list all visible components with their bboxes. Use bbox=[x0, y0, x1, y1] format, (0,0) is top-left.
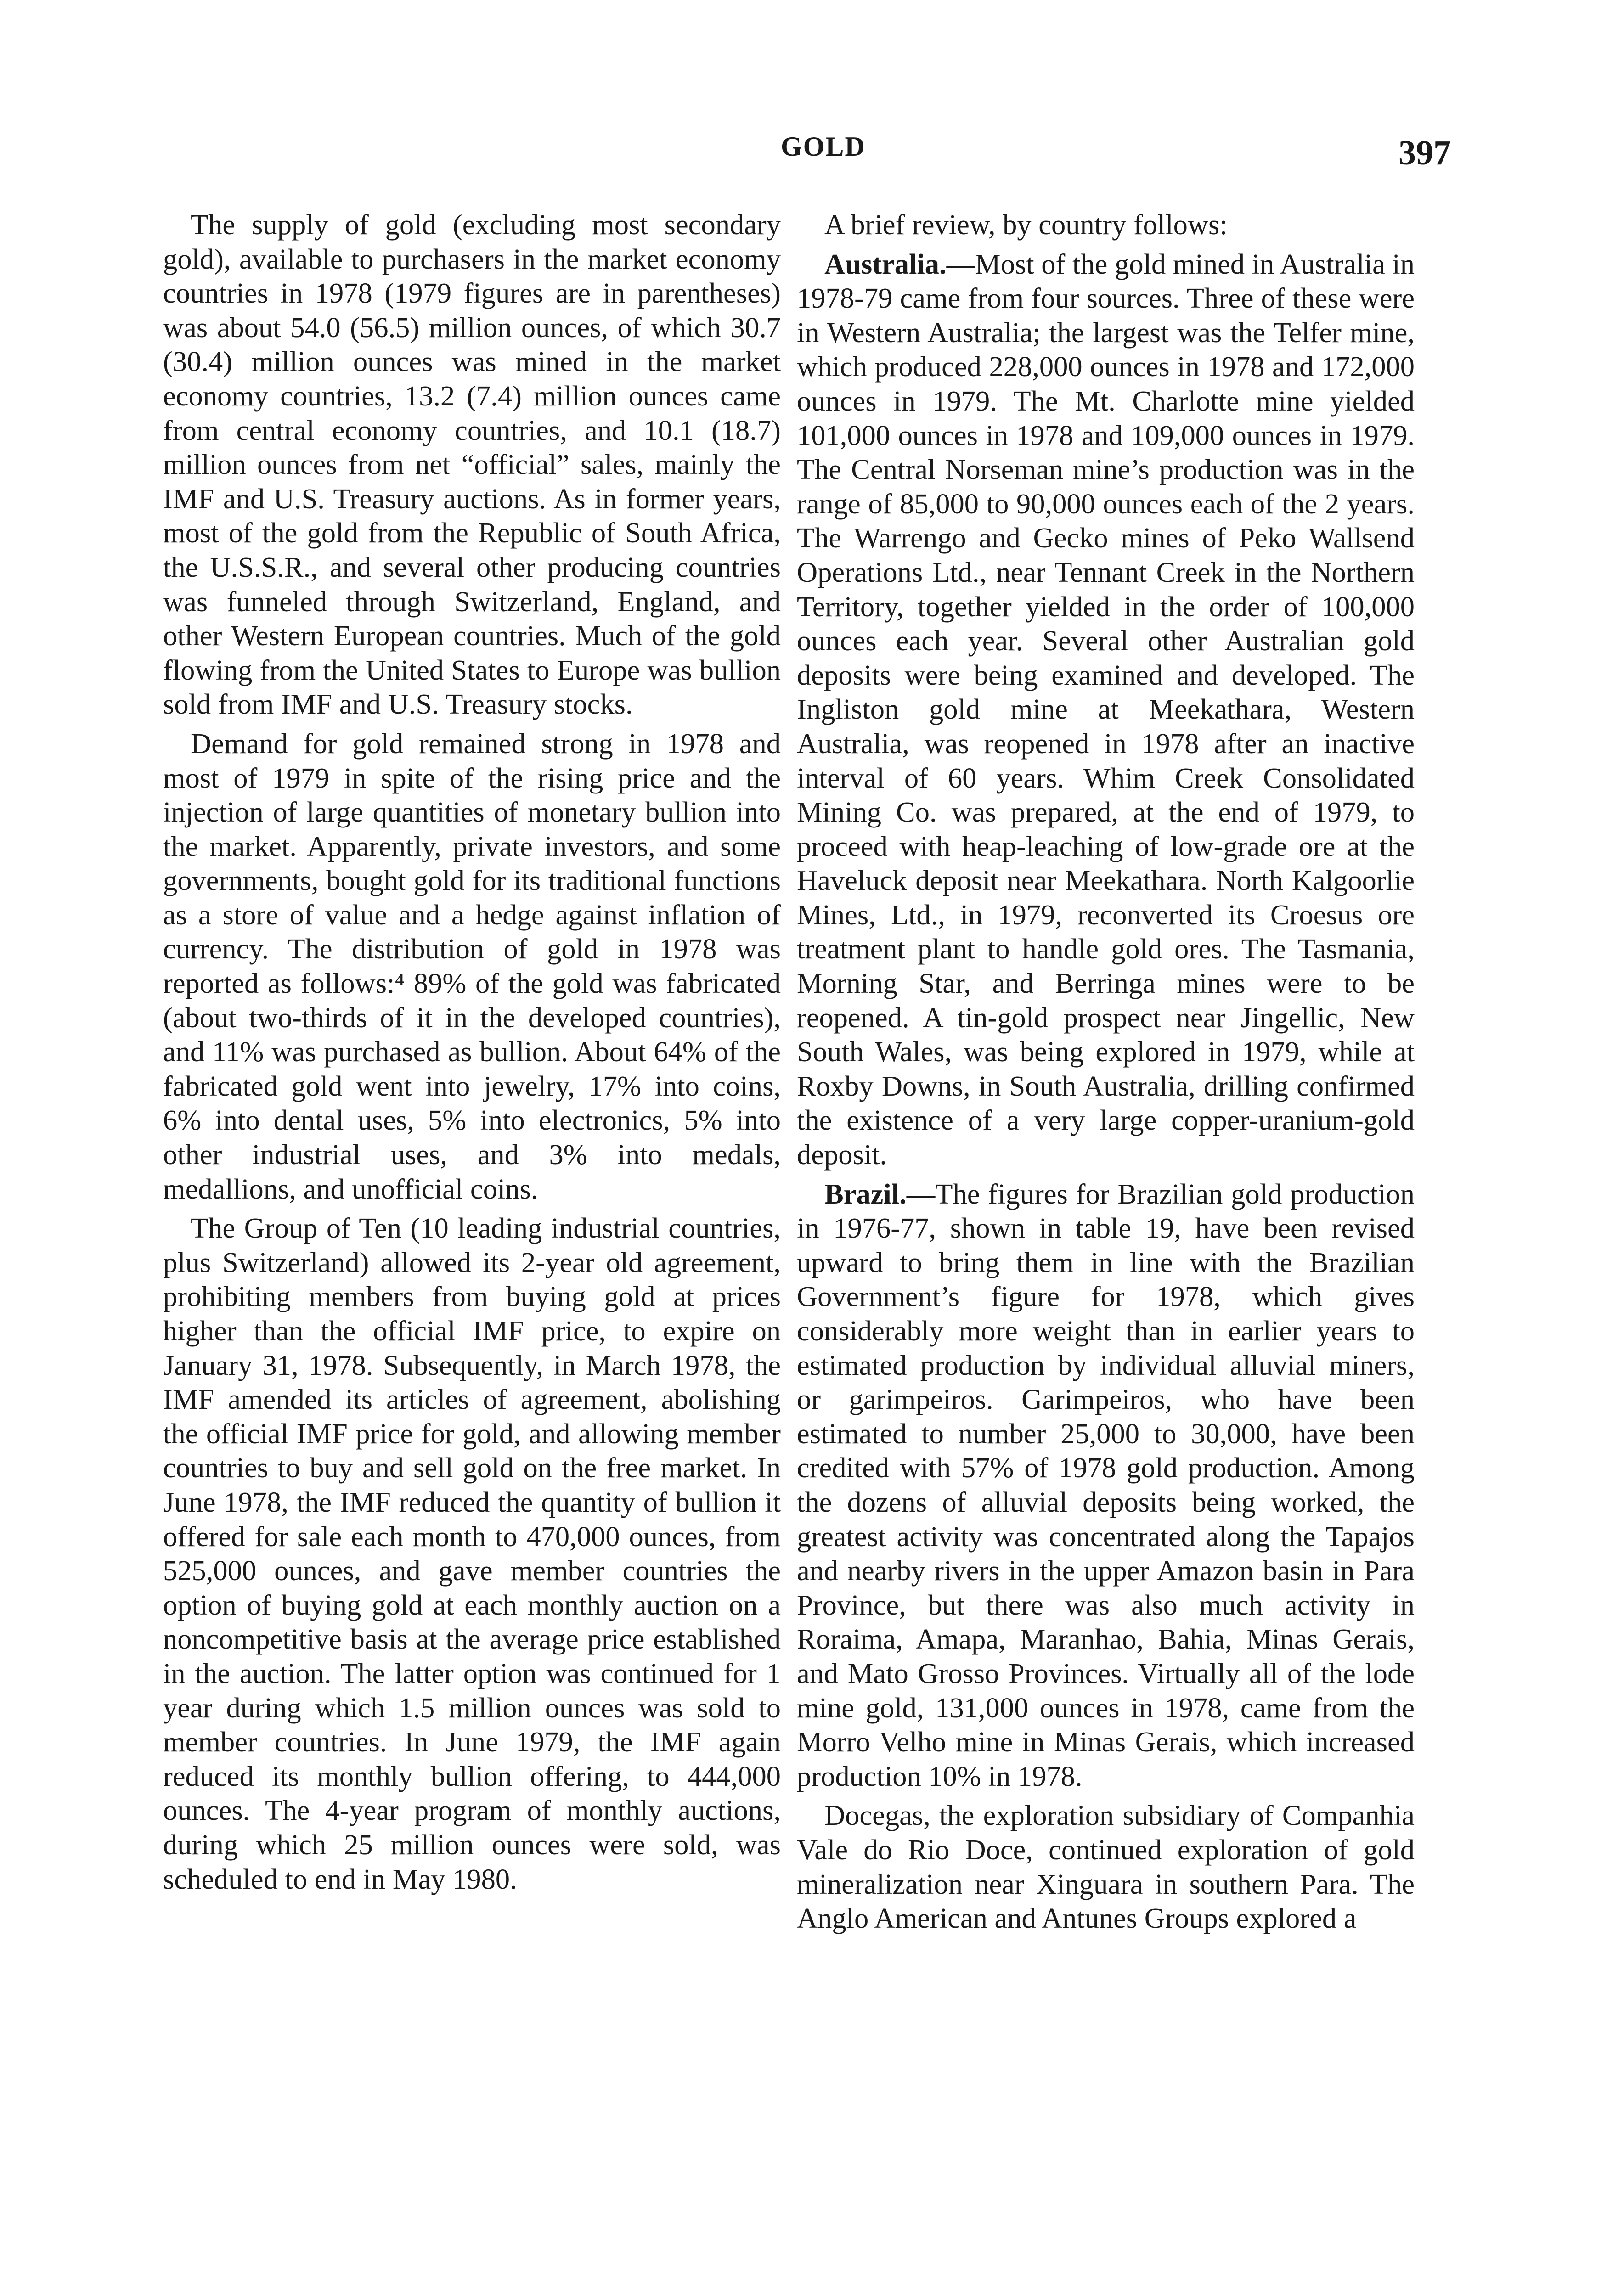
paragraph-docegas: Docegas, the exploration subsidiary of Companhia Vale do Rio Doce, continued exploration of gold mineralization near Xinguara in southern Para. The Anglo American and Antunes Groups explored a bbox=[797, 1799, 1415, 1935]
paragraph-demand: Demand for gold remained strong in 1978 and most of 1979 in spite of the rising price and the injection of large quantities of monetary bullion into the market. Apparently, private investors, and some governments, bought gold for its traditional functions as a store of value and a hedge against inflation of currency. The distribution of gold in 1978 was reported as follows:⁴ 89% of the gold was fabricated (about two-thirds of it in the developed countries), and 11% was purchased as bullion. About 64% of the fabricated gold went into jewelry, 17% into coins, 6% into dental uses, 5% into electronics, 5% into other industrial uses, and 3% into medals, medallions, and unofficial coins. bbox=[163, 727, 781, 1205]
paragraph-supply: The supply of gold (excluding most secondary gold), available to purchasers in the market economy countries in 1978 (1979 figures are in parentheses) was about 54.0 (56.5) million ounces, of which 30.7 (30.4) million ounces was mined in the market economy countries, 13.2 (7.4) million ounces came from central economy countries, and 10.1 (18.7) million ounces from net “official” sales, mainly the IMF and U.S. Treasury auctions. As in former years, most of the gold from the Republic of South Africa, the U.S.S.R., and several other producing countries was funneled through Switzerland, England, and other Western European countries. Much of the gold flowing from the United States to Europe was bullion sold from IMF and U.S. Treasury stocks. bbox=[163, 208, 781, 720]
paragraph-brazil bbox=[797, 1177, 1415, 1794]
brazil-heading: Brazil. bbox=[824, 1177, 907, 1210]
running-head-title: GOLD bbox=[781, 131, 866, 162]
paragraph-review-intro: A brief review, by country follows: bbox=[824, 208, 1228, 241]
page-number: 397 bbox=[1398, 134, 1451, 172]
paragraph-australia bbox=[797, 247, 1415, 1172]
australia-text: —Most of the gold mined in Australia in 1978-79 came from four sources. Three of these were in Western Australia; the largest was the Telfer mine, which produced 228,000 ounces in 1978 and 172,000 ounces in 1979. The Mt. Charlotte mine yielded 101,000 ounces in 1978 and 109,000 ounces in 1979. The Central Norseman mine’s production was in the range of 85,000 to 90,000 ounces each of the 2 years. The Warrengo and Gecko mines of Peko Wallsend Operations Ltd., near Tennant Creek in the Northern Territory, together yielded in the order of 100,000 ounces each year. Several other Australian gold deposits were being examined and developed. The Ingliston gold mine at Meekathara, Western Australia, was reopened in 1978 after an inactive interval of 60 years. Whim Creek Consolidated Mining Co. was prepared, at the end of 1979, to proceed with heap-leaching of low-grade ore at the Haveluck deposit near Meekathara. North Kalgoorlie Mines, Ltd., in 1979, reconverted its Croesus ore treatment plant to handle gold ores. The Tasmania, Morning Star, and Berringa mines were to be reopened. A tin-gold prospect near Jingellic, New South Wales, was being explored in 1979, while at Roxby Downs, in South Australia, drilling confirmed the existence of a very large copper-uranium-gold deposit. bbox=[797, 248, 1415, 1171]
left-column bbox=[163, 208, 781, 1901]
right-column bbox=[797, 208, 1415, 1941]
brazil-text: —The figures for Brazilian gold production in 1976-77, shown in table 19, have been revised upward to bring them in line with the Brazilian Government’s figure for 1978, which gives considerably more weight than in earlier years to estimated production by individual alluvial miners, or garimpeiros. Garimpeiros, who have been estimated to number 25,000 to 30,000, have been credited with 57% of 1978 gold production. Among the dozens of alluvial deposits being worked, the greatest activity was concentrated along the Tapajos and nearby rivers in the upper Amazon basin in Para Province, but there was also much activity in Roraima, Amapa, Maranhao, Bahia, Minas Gerais, and Mato Grosso Provinces. Virtually all of the lode mine gold, 131,000 ounces in 1978, came from the Morro Velho mine in Minas Gerais, which increased production 10% in 1978. bbox=[797, 1177, 1415, 1792]
paragraph-group-of-ten: The Group of Ten (10 leading industrial countries, plus Switzerland) allowed its 2-year old agreement, prohibiting members from buying gold at prices higher than the official IMF price, to expire on January 31, 1978. Subsequently, in March 1978, the IMF amended its articles of agreement, abolishing the official IMF price for gold, and allowing member countries to buy and sell gold on the free market. In June 1978, the IMF reduced the quantity of bullion it offered for sale each month to 470,000 ounces, from 525,000 ounces, and gave member countries the option of buying gold at each monthly auction on a noncompetitive basis at the average price established in the auction. The latter option was continued for 1 year during which 1.5 million ounces was sold to member countries. In June 1979, the IMF again reduced its monthly bullion offering, to 444,000 ounces. The 4-year program of monthly auctions, during which 25 million ounces were sold, was scheduled to end in May 1980. bbox=[163, 1212, 781, 1895]
australia-heading: Australia. bbox=[824, 248, 947, 280]
